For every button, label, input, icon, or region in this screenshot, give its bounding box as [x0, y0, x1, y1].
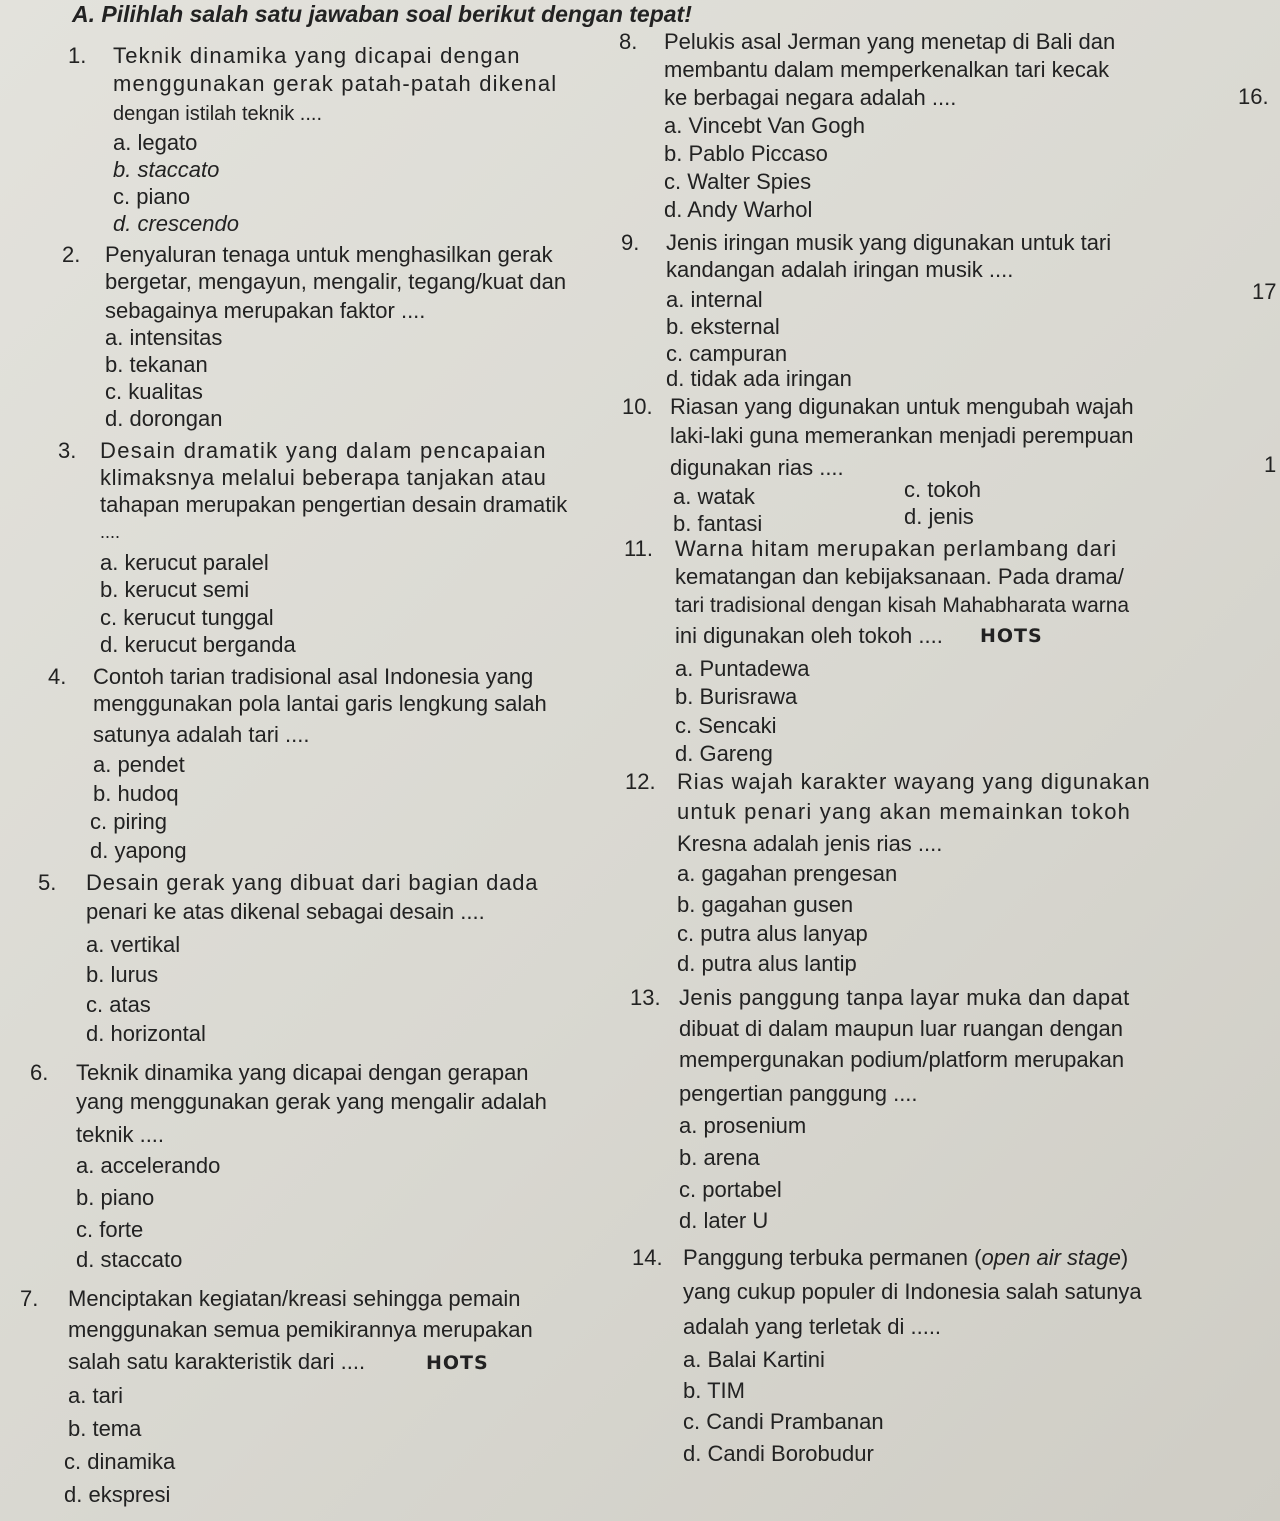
- option[interactable]: a. kerucut paralel: [100, 550, 269, 575]
- option[interactable]: a. accelerando: [76, 1153, 221, 1178]
- option[interactable]: a. gagahan prengesan: [677, 861, 898, 886]
- option[interactable]: c. atas: [86, 992, 151, 1017]
- question-text: kandangan adalah iringan musik ....: [666, 257, 1014, 282]
- question-text-part: Panggung terbuka permanen (: [683, 1245, 982, 1270]
- option[interactable]: b. lurus: [86, 962, 159, 987]
- question-text: yang menggunakan gerak yang mengalir adalah: [76, 1089, 547, 1114]
- option[interactable]: d. later U: [679, 1208, 769, 1233]
- question-text: Teknik dinamika yang dicapai dengan: [113, 43, 521, 68]
- option[interactable]: b. gagahan gusen: [677, 892, 854, 917]
- question-text: teknik ....: [76, 1122, 165, 1147]
- question-text: satunya adalah tari ....: [93, 722, 310, 747]
- section-title: A. Pilihlah salah satu jawaban soal berikut dengan tepat!: [72, 1, 692, 27]
- question-text: Pelukis asal Jerman yang menetap di Bali dan: [664, 29, 1116, 54]
- option[interactable]: b. Burisrawa: [675, 684, 798, 709]
- option[interactable]: a. prosenium: [679, 1113, 807, 1138]
- question-number: 11.: [624, 536, 653, 561]
- question-text: [683, 1244, 1128, 1272]
- question-text: klimaksnya melalui beberapa tanjakan atau: [100, 465, 547, 490]
- question-number: 14.: [632, 1245, 663, 1270]
- question-text: pengertian panggung ....: [679, 1081, 918, 1106]
- question-number: 3.: [58, 438, 77, 463]
- question-text: kematangan dan kebijaksanaan. Pada drama/: [675, 564, 1124, 589]
- option[interactable]: c. Candi Prambanan: [683, 1409, 884, 1434]
- question-text: Warna hitam merupakan perlambang dari: [675, 536, 1118, 561]
- question-text-italic: open air stage: [981, 1245, 1121, 1270]
- question-number: 13.: [630, 985, 661, 1010]
- question-text: salah satu karakteristik dari ....: [68, 1349, 366, 1374]
- option[interactable]: a. watak: [673, 484, 755, 509]
- option[interactable]: c. forte: [76, 1217, 144, 1242]
- option[interactable]: b. tema: [68, 1416, 142, 1441]
- question-text: Penyaluran tenaga untuk menghasilkan gerak: [105, 242, 553, 267]
- option[interactable]: d. tidak ada iringan: [666, 366, 852, 391]
- option[interactable]: c. piano: [113, 184, 191, 209]
- question-text: untuk penari yang akan memainkan tokoh: [677, 799, 1132, 824]
- option[interactable]: c. kualitas: [105, 379, 203, 404]
- option[interactable]: d. jenis: [904, 504, 974, 529]
- option[interactable]: c. putra alus lanyap: [677, 921, 868, 946]
- question-text: Desain dramatik yang dalam pencapaian: [100, 438, 547, 463]
- option[interactable]: d. crescendo: [113, 211, 239, 236]
- question-number: 8.: [619, 29, 638, 54]
- question-text: laki-laki guna memerankan menjadi perempuan: [670, 423, 1134, 448]
- option[interactable]: d. putra alus lantip: [677, 951, 857, 976]
- option[interactable]: b. fantasi: [673, 511, 763, 536]
- question-text: penari ke atas dikenal sebagai desain ....: [86, 899, 485, 924]
- question-text: dibuat di dalam maupun luar ruangan dengan: [679, 1016, 1123, 1041]
- question-text: Menciptakan kegiatan/kreasi sehingga pemain: [68, 1286, 521, 1311]
- option[interactable]: b. tekanan: [105, 352, 208, 377]
- option[interactable]: d. kerucut berganda: [100, 632, 296, 657]
- question-text: Contoh tarian tradisional asal Indonesia yang: [93, 664, 534, 689]
- question-number: 7.: [20, 1286, 39, 1311]
- question-text-part: ): [1120, 1245, 1129, 1270]
- edge-number: 1: [1264, 452, 1277, 477]
- option[interactable]: a. Vincebt Van Gogh: [664, 113, 865, 138]
- question-text: membantu dalam memperkenalkan tari kecak: [664, 57, 1110, 82]
- question-text: yang cukup populer di Indonesia salah satunya: [683, 1279, 1142, 1304]
- question-text: Desain gerak yang dibuat dari bagian dada: [86, 870, 539, 895]
- option[interactable]: c. campuran: [666, 341, 788, 366]
- question-number: 1.: [68, 43, 87, 68]
- option[interactable]: b. arena: [679, 1145, 760, 1170]
- question-number: 4.: [48, 664, 67, 689]
- option[interactable]: d. Andy Warhol: [664, 197, 813, 222]
- option[interactable]: a. internal: [666, 287, 763, 312]
- option[interactable]: d. Candi Borobudur: [683, 1441, 874, 1466]
- question-text: dengan istilah teknik ....: [113, 103, 323, 125]
- option[interactable]: d. staccato: [76, 1247, 183, 1272]
- question-text: Riasan yang digunakan untuk mengubah wajah: [670, 394, 1134, 419]
- option[interactable]: c. kerucut tunggal: [100, 605, 274, 630]
- option[interactable]: a. vertikal: [86, 932, 181, 957]
- question-text: sebagainya merupakan faktor ....: [105, 298, 426, 323]
- question-number: 9.: [621, 230, 640, 255]
- question-text: ....: [100, 522, 121, 542]
- question-number: 10.: [622, 394, 653, 419]
- question-text: tahapan merupakan pengertian desain dramatik: [100, 492, 568, 517]
- question-number: 2.: [62, 242, 81, 267]
- question-text: Kresna adalah jenis rias ....: [677, 831, 943, 856]
- question-text: ini digunakan oleh tokoh ....: [675, 623, 943, 648]
- option[interactable]: c. Sencaki: [675, 713, 777, 738]
- edge-number: 17: [1252, 279, 1277, 304]
- question-text: adalah yang terletak di .....: [683, 1314, 942, 1339]
- option[interactable]: a. tari: [68, 1383, 124, 1408]
- option[interactable]: a. intensitas: [105, 325, 223, 350]
- option[interactable]: d. yapong: [90, 838, 187, 863]
- question-text: tari tradisional dengan kisah Mahabharata warna: [675, 594, 1130, 617]
- option[interactable]: b. eksternal: [666, 314, 780, 339]
- option[interactable]: a. legato: [113, 130, 198, 155]
- edge-number: 16.: [1238, 84, 1269, 109]
- option[interactable]: a. Balai Kartini: [683, 1347, 825, 1372]
- question-number: 12.: [625, 769, 656, 794]
- option[interactable]: b. TIM: [683, 1378, 745, 1403]
- hots-label: HOTS: [980, 625, 1043, 647]
- option[interactable]: c. Walter Spies: [664, 169, 812, 194]
- option[interactable]: c. portabel: [679, 1177, 782, 1202]
- option[interactable]: b. kerucut semi: [100, 577, 250, 602]
- question-text: Jenis iringan musik yang digunakan untuk tari: [666, 230, 1112, 255]
- question-text: Teknik dinamika yang dicapai dengan gerapan: [76, 1060, 529, 1085]
- question-text: menggunakan semua pemikirannya merupakan: [68, 1317, 533, 1342]
- hots-label: HOTS: [426, 1352, 489, 1374]
- option[interactable]: d. ekspresi: [64, 1482, 171, 1507]
- question-number: 6.: [30, 1060, 49, 1085]
- question-text: menggunakan gerak patah-patah dikenal: [113, 71, 558, 96]
- option[interactable]: a. pendet: [93, 752, 185, 777]
- option[interactable]: c. tokoh: [904, 477, 982, 502]
- option[interactable]: d. Gareng: [675, 741, 773, 766]
- option[interactable]: d. horizontal: [86, 1021, 206, 1046]
- question-text: digunakan rias ....: [670, 455, 844, 480]
- option[interactable]: c. piring: [90, 809, 168, 834]
- option[interactable]: d. dorongan: [105, 406, 223, 431]
- question-text: Jenis panggung tanpa layar muka dan dapat: [679, 985, 1130, 1010]
- question-text: Rias wajah karakter wayang yang digunakan: [677, 769, 1151, 794]
- option[interactable]: c. dinamika: [64, 1449, 176, 1474]
- option[interactable]: b. staccato: [113, 157, 220, 182]
- option[interactable]: b. hudoq: [93, 781, 179, 806]
- question-text: ke berbagai negara adalah ....: [664, 85, 957, 110]
- option[interactable]: a. Puntadewa: [675, 656, 810, 681]
- option[interactable]: b. Pablo Piccaso: [664, 141, 828, 166]
- question-text: bergetar, mengayun, mengalir, tegang/kuat dan: [105, 269, 567, 294]
- question-text: mempergunakan podium/platform merupakan: [679, 1047, 1125, 1072]
- question-text: menggunakan pola lantai garis lengkung salah: [93, 691, 547, 716]
- question-number: 5.: [38, 870, 57, 895]
- option[interactable]: b. piano: [76, 1185, 155, 1210]
